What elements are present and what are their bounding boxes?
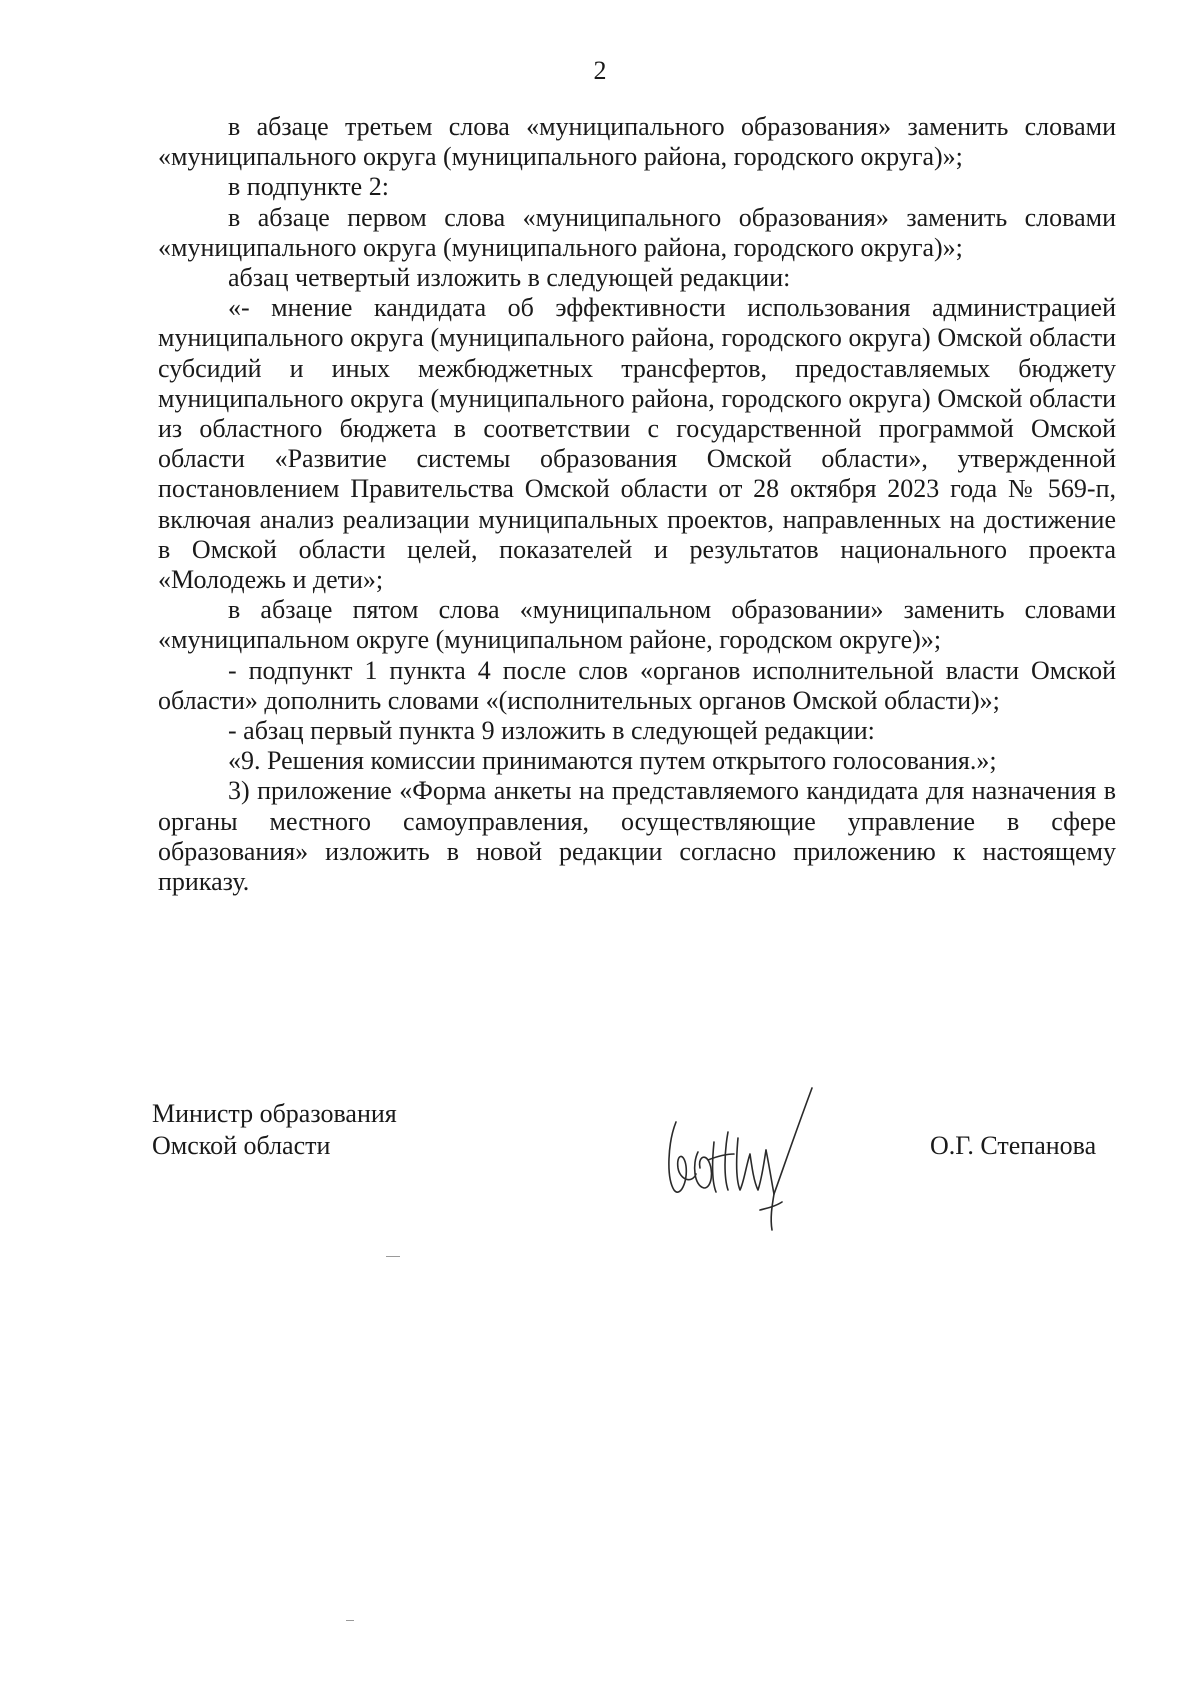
paragraph: - абзац первый пункта 9 изложить в следующей редакции: xyxy=(228,716,875,746)
paragraph: в абзаце третьем слова «муниципального образования» заменить словами «муниципального округа (муниципального района, городского округа)»; xyxy=(158,112,1116,172)
signer-position-line: Министр образования xyxy=(152,1099,397,1128)
document-body xyxy=(158,112,1116,897)
paragraph: в абзаце первом слова «муниципального образования» заменить словами «муниципального округа (муниципального района, городского округа)»; xyxy=(158,202,1116,262)
signer-position xyxy=(152,1098,397,1162)
scan-speck xyxy=(346,1620,354,1621)
handwritten-signature xyxy=(662,1082,832,1232)
page-number: 2 xyxy=(593,56,607,85)
paragraph: абзац четвертый изложить в следующей редакции: xyxy=(228,263,791,293)
scan-speck xyxy=(386,1256,400,1257)
signer-name: О.Г. Степанова xyxy=(930,1131,1097,1160)
paragraph: «- мнение кандидата об эффективности использования администрацией муниципального округа (муниципального района, городского округа) Омской области субсидий и иных межбюджетных трансфертов, предоставляемых бюджету муниципального округа (муниципального района, городского округа) Омской области из областного бюджета в соответствии с государственной программой Омской области «Развитие системы образования Омской области», утвержденной постановлением Правительства Омской области от 28 октября 2023 года № 569-п, включая анализ реализации муниципальных проектов, направленных на достижение в Омской области целей, показателей и результатов национального проекта «Молодежь и дети»; xyxy=(158,293,1116,595)
paragraph: в абзаце пятом слова «муниципальном образовании» заменить словами «муниципальном округе (муниципальном районе, городском округе)»; xyxy=(158,595,1116,655)
paragraph: - подпункт 1 пункта 4 после слов «органов исполнительной власти Омской области» дополнить словами «(исполнительных органов Омской области)»; xyxy=(158,655,1116,715)
signer-position-line: Омской области xyxy=(152,1131,331,1160)
paragraph: в подпункте 2: xyxy=(228,172,389,202)
paragraph: 3) приложение «Форма анкеты на представляемого кандидата для назначения в органы местного самоуправления, осуществляющие управление в сфере образования» изложить в новой редакции согласно приложению к настоящему приказу. xyxy=(158,776,1116,897)
paragraph: «9. Решения комиссии принимаются путем открытого голосования.»; xyxy=(228,746,997,776)
